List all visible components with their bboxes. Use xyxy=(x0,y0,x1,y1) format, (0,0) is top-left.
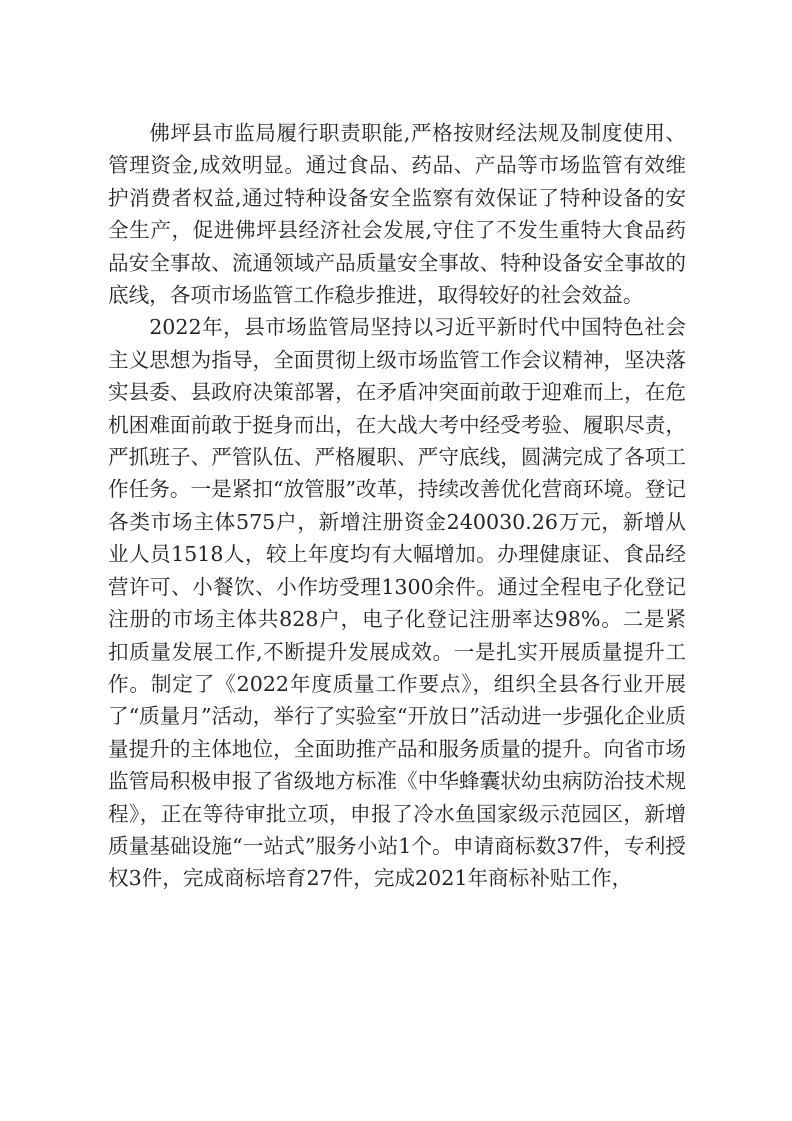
paragraph-performance-summary: 佛坪县市监局履行职责职能,严格按财经法规及制度使用、管理资金,成效明显。通过食品、药品、产品等市场监管有效维护消费者权益,通过特种设备安全监察有效保证了特种设备的安全生产，促进佛坪县经济社会发展,守住了不发生重特大食品药品安全事故、流通领域产品质量安全事故、特种设备安全事故的底线，各项市场监管工作稳步推进，取得较好的社会效益。 xyxy=(108,121,686,308)
paragraph-2022-work-report: 2022年，县市场监管局坚持以习近平新时代中国特色社会主义思想为指导，全面贯彻上级市场监管工作会议精神，坚决落实县委、县政府决策部署，在矛盾冲突面前敢于迎难而上，在危机困难面前敢于挺身而出，在大战大考中经受考验、履职尽责，严抓班子、严管队伍、严格履职、严守底线，圆满完成了各项工作任务。一是紧扣“放管服”改革，持续改善优化营商环境。登记各类市场主体575户，新增注册资金240030.26万元，新增从业人员1518人，较上年度均有大幅增加。办理健康证、食品经营许可、小餐饮、小作坊受理1300余件。通过全程电子化登记注册的市场主体共828户，电子化登记注册率达98%。二是紧扣质量发展工作,不断提升发展成效。一是扎实开展质量提升工作。制定了《2022年度质量工作要点》，组织全县各行业开展了“质量月”活动，举行了实验室“开放日”活动进一步强化企业质量提升的主体地位，全面助推产品和服务质量的提升。向省市场监管局积极申报了省级地方标准《中华蜂囊状幼虫病防治技术规程》，正在等待审批立项，申报了冷水鱼国家级示范园区，新增质量基础设施“一站式”服务小站1个。申请商标数37件，专利授权3件，完成商标培育27件，完成2021年商标补贴工作， xyxy=(108,315,686,891)
document-body xyxy=(108,117,686,895)
